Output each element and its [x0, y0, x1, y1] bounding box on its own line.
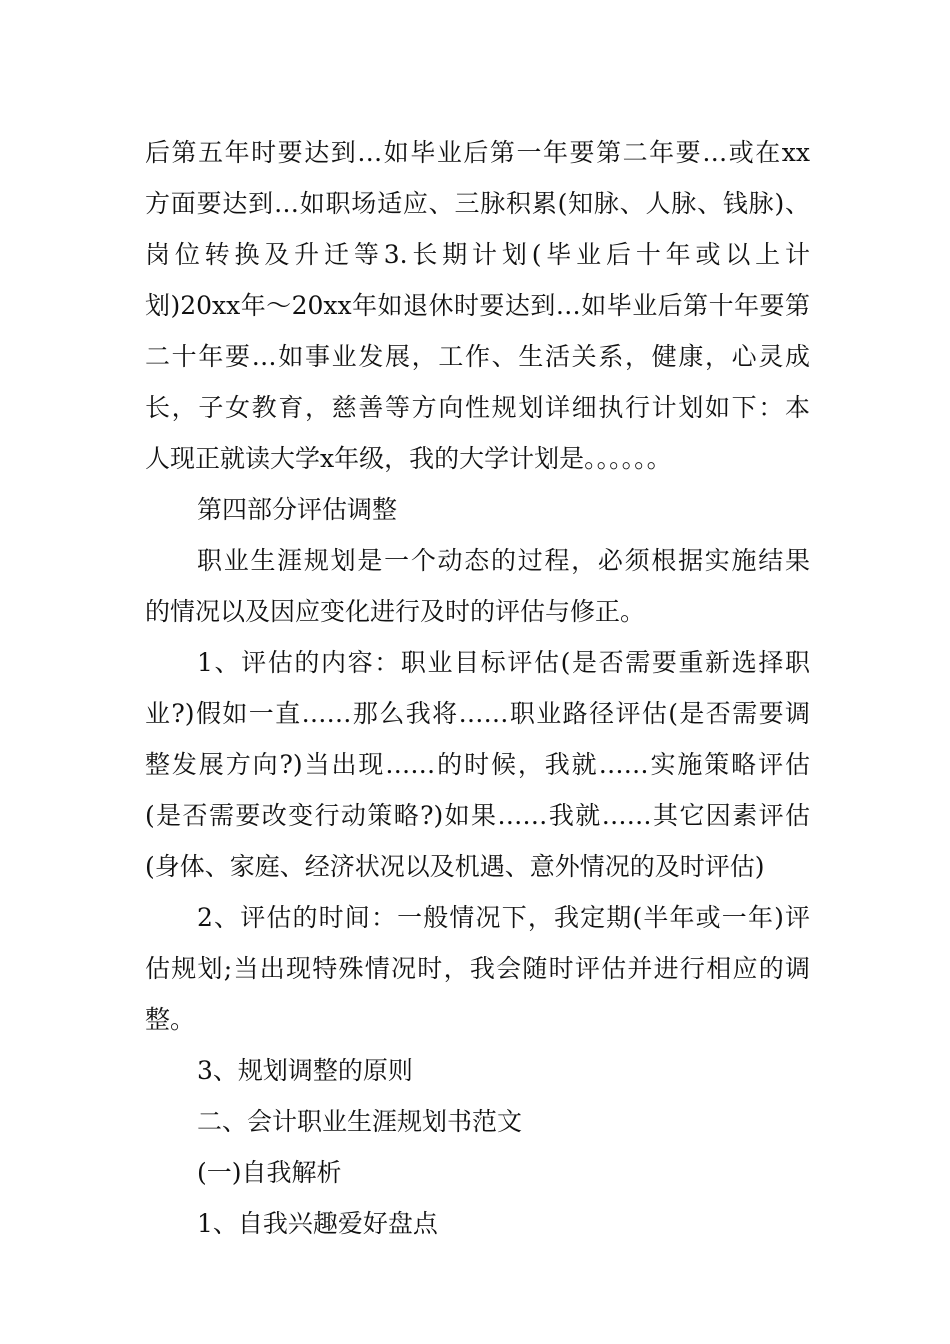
section-heading: 第四部分评估调整 — [197, 495, 398, 524]
text-line: 划)20xx年～20xx年如退休时要达到…如毕业后第十年要第 — [145, 291, 810, 320]
paragraph-first-line: 2、评估的时间：一般情况下，我定期(半年或一年)评 — [197, 903, 810, 932]
text-line: 人现正就读大学x年级，我的大学计划是。。。。。。 — [145, 444, 672, 473]
text-line: 的情况以及因应变化进行及时的评估与修正。 — [145, 597, 646, 626]
text-line: 整发展方向?)当出现……的时候，我就……实施策略评估 — [145, 750, 810, 779]
text-line: 长，子女教育，慈善等方向性规划详细执行计划如下：本 — [145, 393, 810, 422]
subsection-heading: (一)自我解析 — [197, 1158, 342, 1187]
document-body — [145, 127, 810, 1249]
text-line: 业?)假如一直……那么我将……职业路径评估(是否需要调 — [145, 699, 810, 728]
list-item-heading: 1、自我兴趣爱好盘点 — [197, 1209, 438, 1238]
section-heading: 二、会计职业生涯规划书范文 — [197, 1107, 523, 1136]
text-line: (身体、家庭、经济状况以及机遇、意外情况的及时评估) — [145, 852, 765, 881]
text-line: 二十年要…如事业发展，工作、生活关系，健康，心灵成 — [145, 342, 810, 371]
list-item-heading: 3、规划调整的原则 — [197, 1056, 413, 1085]
paragraph-first-line: 职业生涯规划是一个动态的过程，必须根据实施结果 — [197, 546, 810, 575]
text-line: 整。 — [145, 1005, 196, 1034]
text-line: 后第五年时要达到…如毕业后第一年要第二年要…或在xx — [145, 138, 810, 167]
text-line: 方面要达到…如职场适应、三脉积累(知脉、人脉、钱脉)、 — [145, 189, 810, 218]
text-line: 岗位转换及升迁等3.长期计划(毕业后十年或以上计 — [145, 240, 810, 269]
paragraph-first-line: 1、评估的内容：职业目标评估(是否需要重新选择职 — [197, 648, 810, 677]
text-line: 估规划;当出现特殊情况时，我会随时评估并进行相应的调 — [145, 954, 810, 983]
text-line: (是否需要改变行动策略?)如果……我就……其它因素评估 — [145, 801, 810, 830]
